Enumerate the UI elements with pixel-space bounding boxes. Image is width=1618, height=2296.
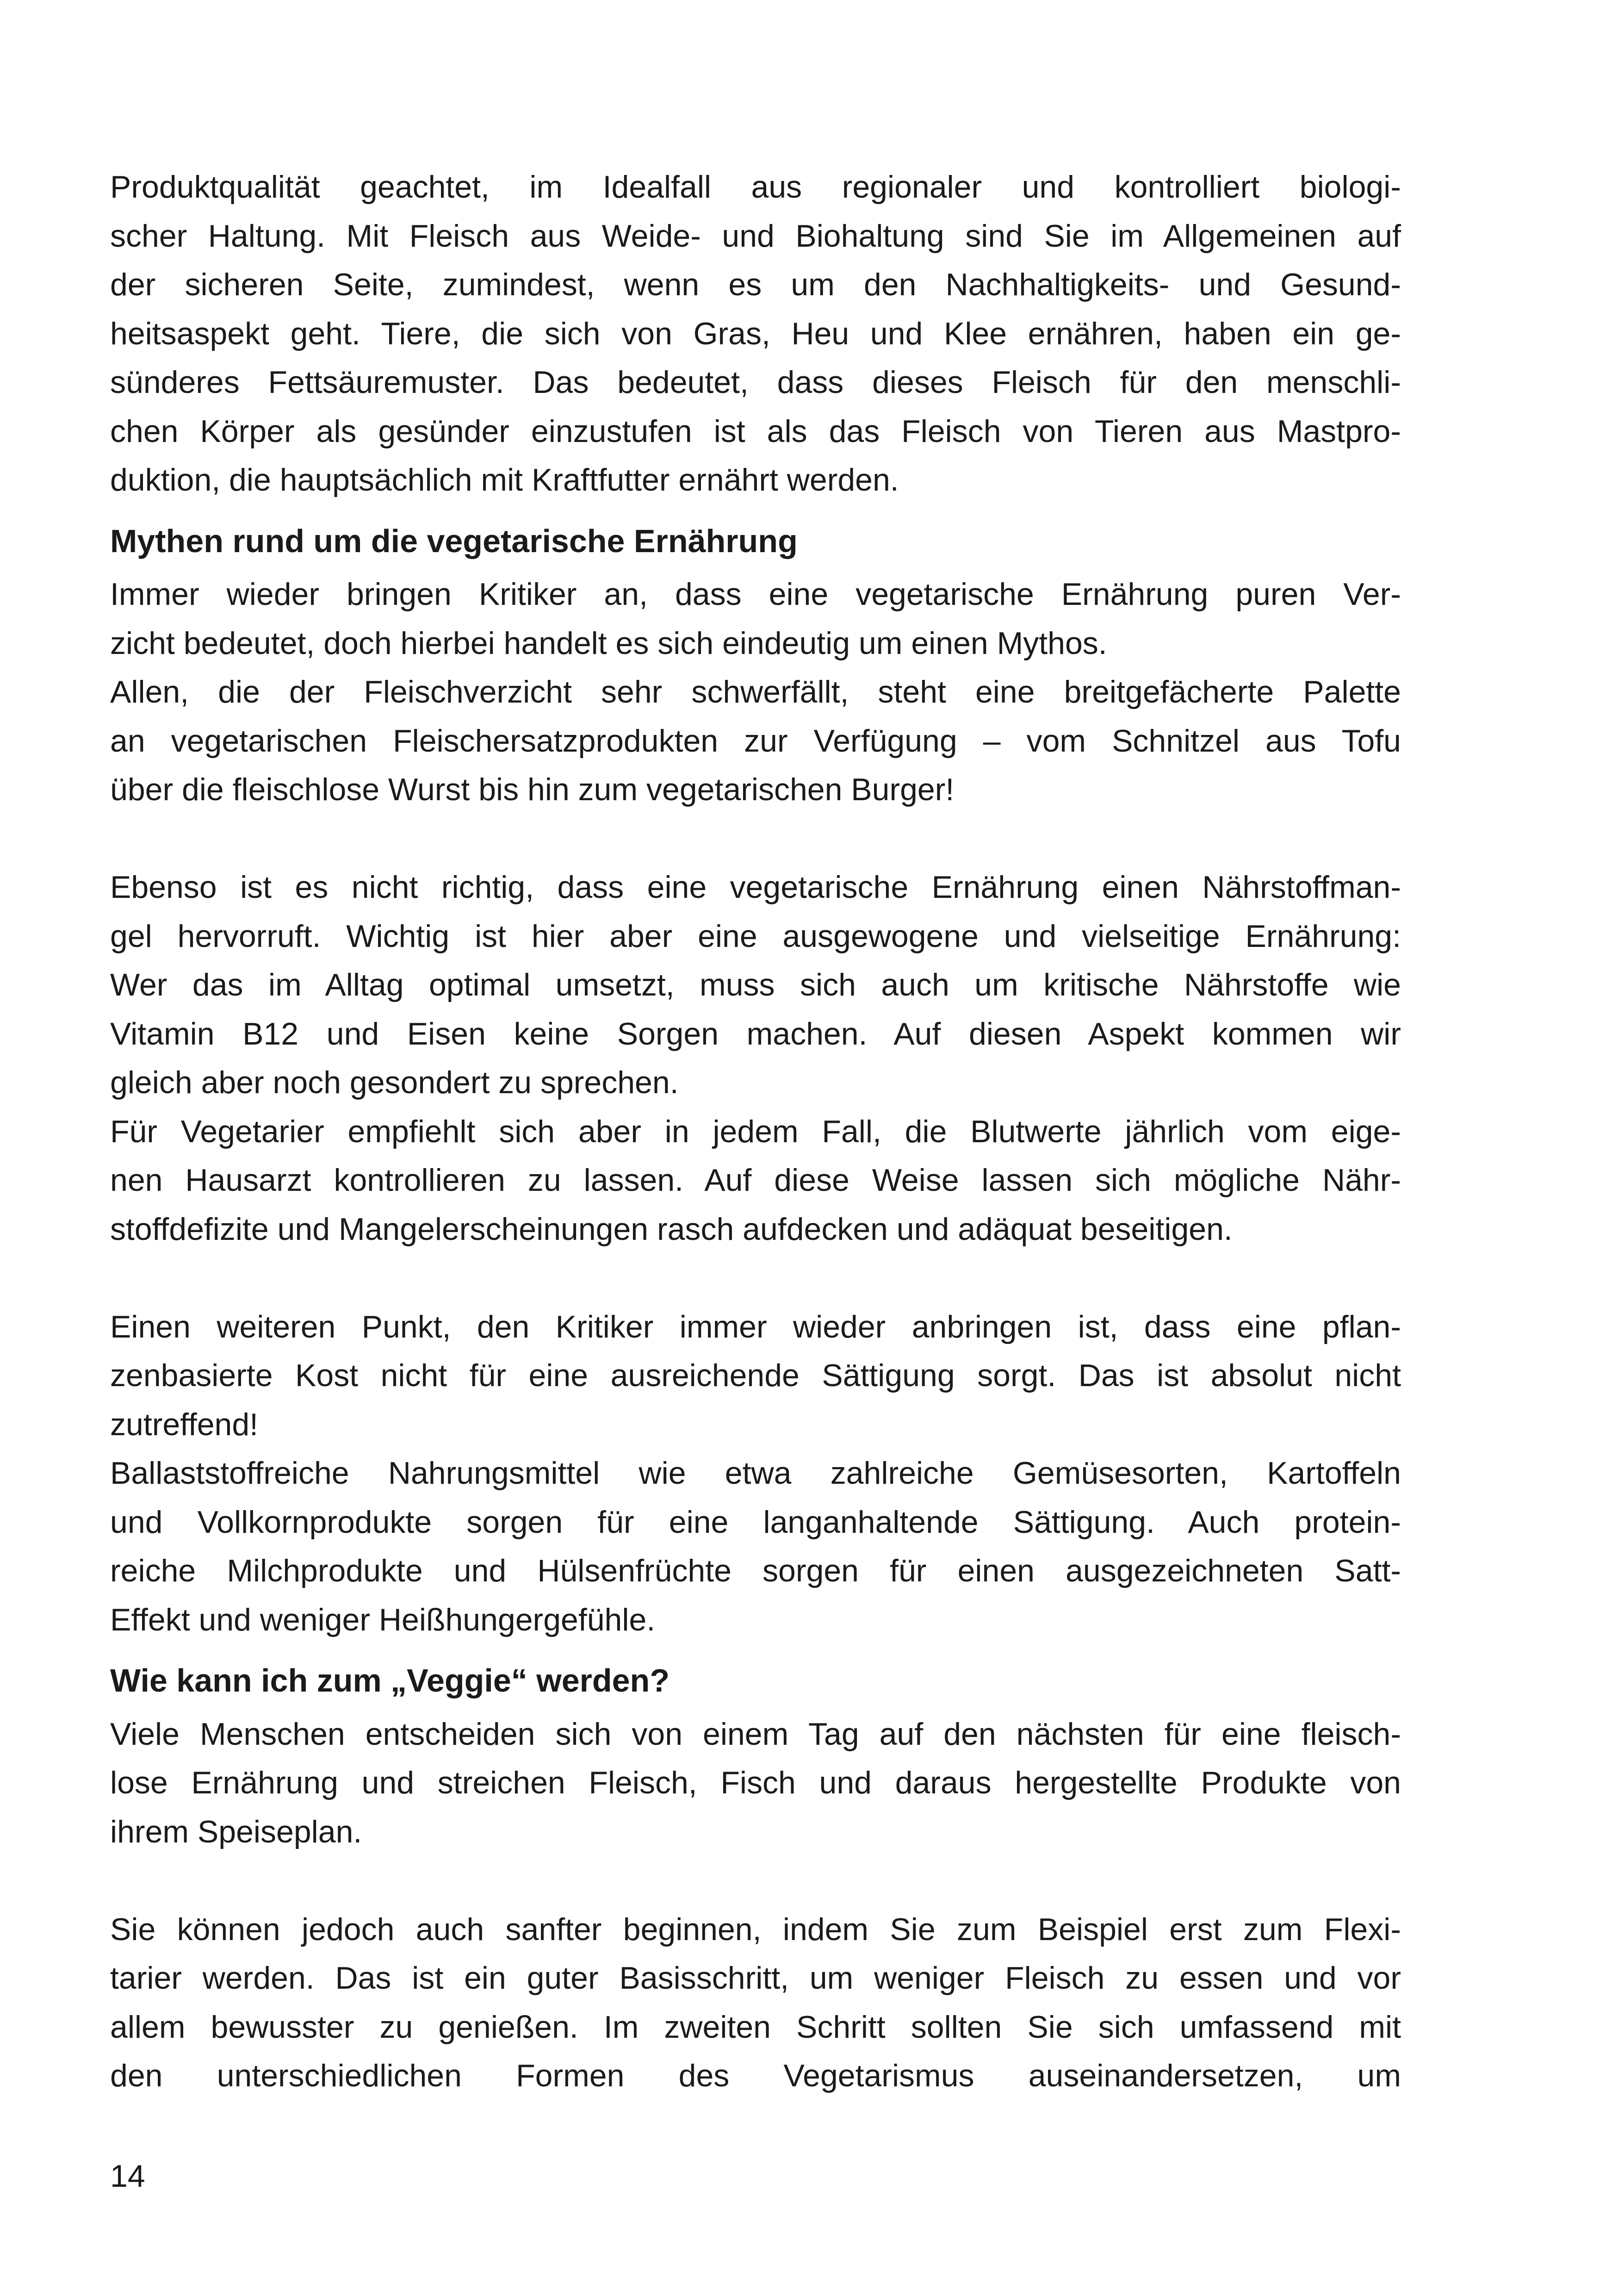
text-line: den unterschiedlichen Formen des Vegetarismus auseinandersetzen, um [110, 2058, 1401, 2093]
text-line: zutreffend! [110, 1406, 259, 1442]
text-line: Für Vegetarier empfiehlt sich aber in jedem Fall, die Blutwerte jährlich vom eige- [110, 1114, 1401, 1149]
paragraph [110, 863, 1401, 1108]
text-line: an vegetarischen Fleischersatzprodukten zur Verfügung – vom Schnitzel aus Tofu [110, 723, 1401, 759]
text-line: Einen weiteren Punkt, den Kritiker immer wieder anbringen ist, dass eine pflan- [110, 1309, 1401, 1344]
text-line: tarier werden. Das ist ein guter Basisschritt, um weniger Fleisch zu essen und vor [110, 1960, 1401, 1996]
text-line: chen Körper als gesünder einzustufen ist als das Fleisch von Tieren aus Mastpro- [110, 413, 1401, 449]
text-line: Viele Menschen entscheiden sich von einem Tag auf den nächsten für eine fleisch- [110, 1716, 1401, 1752]
text-line: Produktqualität geachtet, im Idealfall aus regionaler und kontrolliert biologi- [110, 169, 1401, 205]
paragraph [110, 1710, 1401, 1857]
section-heading: Mythen rund um die vegetarische Ernährung [110, 523, 798, 559]
text-line: sünderes Fettsäuremuster. Das bedeutet, dass dieses Fleisch für den menschli- [110, 365, 1401, 400]
page-number: 14 [110, 2159, 145, 2194]
text-line: Sie können jedoch auch sanfter beginnen, indem Sie zum Beispiel erst zum Flexi- [110, 1911, 1401, 1947]
text-line: über die fleischlose Wurst bis hin zum vegetarischen Burger! [110, 772, 955, 807]
paragraph [110, 570, 1401, 668]
paragraph [110, 1905, 1401, 2101]
text-line: gel hervorruft. Wichtig ist hier aber eine ausgewogene und vielseitige Ernährung: [110, 918, 1401, 954]
paragraph-gap [110, 1254, 1401, 1303]
text-line: nen Hausarzt kontrollieren zu lassen. Auf diese Weise lassen sich mögliche Nähr- [110, 1163, 1401, 1198]
text-line: zenbasierte Kost nicht für eine ausreichende Sättigung sorgt. Das ist absolut nicht [110, 1358, 1401, 1393]
text-line: und Vollkornprodukte sorgen für eine langanhaltende Sättigung. Auch protein- [110, 1504, 1401, 1540]
text-line: Ballaststoffreiche Nahrungsmittel wie etwa zahlreiche Gemüsesorten, Kartoffeln [110, 1456, 1401, 1491]
paragraph-gap [110, 1856, 1401, 1905]
text-line: heitsaspekt geht. Tiere, die sich von Gras, Heu und Klee ernähren, haben ein ge- [110, 316, 1401, 351]
text-line: scher Haltung. Mit Fleisch aus Weide- und Biohaltung sind Sie im Allgemeinen auf [110, 218, 1401, 254]
text-line: Vitamin B12 und Eisen keine Sorgen machen. Auf diesen Aspekt kommen wir [110, 1016, 1401, 1052]
document-page [110, 163, 1401, 2101]
section-heading: Wie kann ich zum „Veggie“ werden? [110, 1662, 670, 1699]
paragraph [110, 1449, 1401, 1644]
text-line: zicht bedeutet, doch hierbei handelt es sich eindeutig um einen Mythos. [110, 625, 1107, 661]
text-line: stoffdefizite und Mangelerscheinungen rasch aufdecken und adäquat beseitigen. [110, 1211, 1233, 1247]
text-line: ihrem Speiseplan. [110, 1814, 362, 1849]
text-line: duktion, die hauptsächlich mit Kraftfutter ernährt werden. [110, 462, 899, 498]
text-line: der sicheren Seite, zumindest, wenn es um den Nachhaltigkeits- und Gesund- [110, 267, 1401, 302]
paragraph [110, 163, 1401, 505]
paragraph [110, 1303, 1401, 1450]
text-line: Ebenso ist es nicht richtig, dass eine vegetarische Ernährung einen Nährstoffman- [110, 870, 1401, 905]
text-line: reiche Milchprodukte und Hülsenfrüchte sorgen für einen ausgezeichneten Satt- [110, 1553, 1401, 1588]
text-line: Effekt und weniger Heißhungergefühle. [110, 1602, 656, 1637]
text-line: allem bewusster zu genießen. Im zweiten Schritt sollten Sie sich umfassend mit [110, 2009, 1401, 2045]
paragraph [110, 668, 1401, 815]
text-line: gleich aber noch gesondert zu sprechen. [110, 1065, 679, 1100]
paragraph-gap [110, 815, 1401, 864]
paragraph [110, 1108, 1401, 1254]
text-line: Immer wieder bringen Kritiker an, dass eine vegetarische Ernährung puren Ver- [110, 577, 1401, 612]
text-line: Wer das im Alltag optimal umsetzt, muss sich auch um kritische Nährstoffe wie [110, 967, 1401, 1002]
text-line: Allen, die der Fleischverzicht sehr schwerfällt, steht eine breitgefächerte Palette [110, 674, 1401, 709]
text-line: lose Ernährung und streichen Fleisch, Fisch und daraus hergestellte Produkte von [110, 1765, 1401, 1800]
